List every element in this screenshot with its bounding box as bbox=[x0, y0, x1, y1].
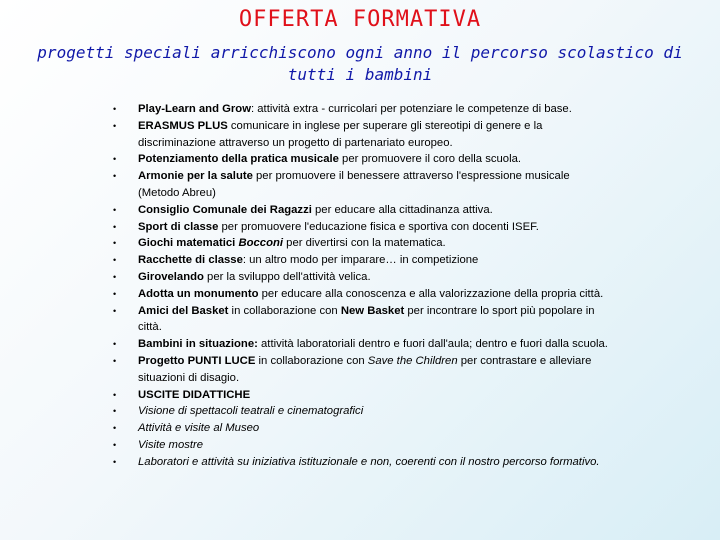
item-text: attività laboratoriali dentro e fuori dall'aula; dentro e fuori dalla scuola. bbox=[257, 338, 608, 351]
item-name: USCITE DIDATTICHE bbox=[138, 388, 251, 401]
item-name: ERASMUS PLUS bbox=[138, 119, 228, 132]
item-text-2: per incontrare lo sport più popolare in città. bbox=[138, 304, 595, 334]
item-text: per educare alla conoscenza e alla valorizzazione della propria città. bbox=[258, 287, 604, 300]
list-item bbox=[110, 168, 610, 202]
list-item bbox=[110, 151, 610, 168]
item-text: Attività e visite al Museo bbox=[138, 422, 260, 435]
list-item bbox=[110, 252, 610, 269]
list-item bbox=[110, 437, 610, 454]
list-item bbox=[110, 219, 610, 236]
item-text: per promuovere il coro della scuola. bbox=[338, 153, 522, 166]
item-name: Giochi matematici bbox=[138, 237, 239, 250]
item-text: Visite mostre bbox=[138, 438, 204, 451]
list-item bbox=[110, 101, 610, 118]
item-text: in collaborazione con bbox=[255, 354, 368, 367]
page-title: OFFERTA FORMATIVA bbox=[238, 7, 482, 32]
item-text: : un altro modo per imparare… in competizione bbox=[242, 254, 479, 267]
item-text: : attività extra - curricolari per potenziare le competenze di base. bbox=[251, 103, 572, 115]
list-item bbox=[110, 387, 610, 404]
item-name: Bambini in situazione: bbox=[138, 338, 258, 351]
item-name: Progetto PUNTI LUCE bbox=[138, 354, 256, 367]
item-name: Armonie per la salute bbox=[138, 170, 253, 183]
project-list bbox=[110, 101, 610, 471]
page-subtitle: progetti speciali arricchiscono ogni anno il percorso scolastico di tutti i bambini bbox=[37, 43, 683, 84]
item-name: Sport di classe bbox=[138, 220, 219, 233]
item-name: Racchette di classe bbox=[138, 254, 243, 267]
item-partner: New Basket bbox=[340, 304, 405, 317]
item-text: per la sviluppo dell'attività velica. bbox=[203, 270, 371, 283]
item-text: per promuovere l'educazione fisica e sportiva con docenti ISEF. bbox=[218, 220, 539, 233]
item-text: Visione di spettacoli teatrali e cinematografici bbox=[138, 405, 364, 418]
item-text: per divertirsi con la matematica. bbox=[283, 237, 446, 250]
item-text-2: per contrastare e alleviare situazioni di disagio. bbox=[138, 354, 592, 384]
list-item bbox=[110, 336, 610, 353]
list-item bbox=[110, 118, 610, 152]
item-name: Adotta un monumento bbox=[138, 287, 259, 300]
list-item bbox=[110, 420, 610, 437]
list-item bbox=[110, 202, 610, 219]
item-name: Play-Learn and Grow bbox=[138, 103, 251, 115]
list-item bbox=[110, 235, 610, 252]
list-item bbox=[110, 353, 610, 387]
item-name: Amici del Basket bbox=[138, 304, 229, 317]
list-item bbox=[110, 286, 610, 303]
item-text: per promuovere il benessere attraverso l'espressione musicale (Metodo Abreu) bbox=[138, 170, 570, 199]
item-text: in collaborazione con bbox=[228, 304, 341, 317]
item-name-italic: Bocconi bbox=[238, 237, 284, 250]
item-partner: Save the Children bbox=[367, 354, 458, 367]
item-name: Potenziamento della pratica musicale bbox=[138, 153, 339, 166]
list-item bbox=[110, 403, 610, 420]
item-text: per educare alla cittadinanza attiva. bbox=[311, 203, 493, 216]
item-name: Consiglio Comunale dei Ragazzi bbox=[138, 203, 312, 216]
list-item bbox=[110, 454, 610, 471]
item-name: Girovelando bbox=[138, 270, 204, 283]
list-item bbox=[110, 269, 610, 286]
item-text: Laboratori e attività su iniziativa istituzionale e non, coerenti con il nostro percorso formativo. bbox=[138, 455, 600, 468]
item-text: comunicare in inglese per superare gli stereotipi di genere e la discriminazione attraverso un progetto di partenariato europeo. bbox=[138, 119, 543, 149]
list-item bbox=[110, 303, 610, 337]
